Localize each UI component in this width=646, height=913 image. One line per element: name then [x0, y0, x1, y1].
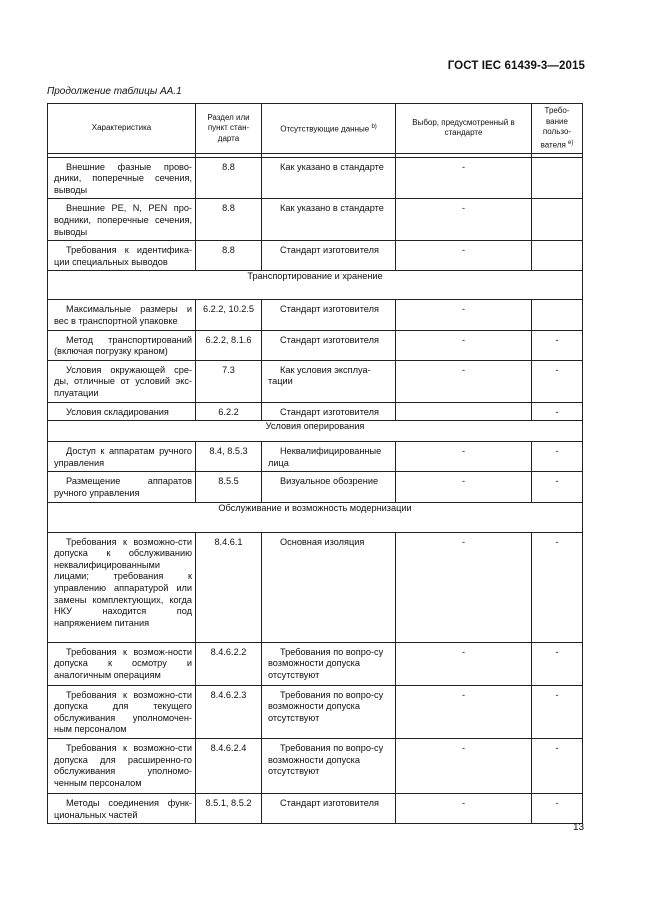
cell-characteristic: Условия складирования: [48, 402, 196, 421]
table-row: [48, 685, 583, 738]
cell-section: 6.2.2: [196, 402, 262, 421]
cell-requirement: -: [532, 330, 583, 360]
table-row: [48, 157, 583, 199]
table-row: [48, 472, 583, 502]
page-number: 13: [573, 822, 585, 833]
cell-absent-data: Стандарт изготовителя: [262, 402, 396, 421]
cell-absent-data: Требования по вопро-су возможности допуска отсутствуют: [262, 642, 396, 685]
cell-requirement: [532, 300, 583, 330]
cell-characteristic: Внешние PE, N, PEN про-водники, поперечные сечения, выводы: [48, 199, 196, 241]
cell-selection: -: [396, 199, 532, 241]
cell-section: 8.4.6.2.4: [196, 738, 262, 793]
col-header-characteristic: Характеристика: [48, 104, 196, 154]
cell-section: 8.8: [196, 241, 262, 271]
cell-selection: -: [396, 532, 532, 642]
group-header-transport: [48, 271, 583, 300]
cell-section: 8.4.6.1: [196, 532, 262, 642]
cell-absent-data: Требования по вопро-су возможности допуска отсутствуют: [262, 738, 396, 793]
cell-characteristic: Доступ к аппаратам ручного управления: [48, 442, 196, 472]
cell-characteristic: Внешние фазные прово-дники, поперечные сечения, выводы: [48, 157, 196, 199]
cell-characteristic: Максимальные размеры и вес в транспортной упаковке: [48, 300, 196, 330]
cell-absent-data: Визуальное обозрение: [262, 472, 396, 502]
cell-requirement: -: [532, 472, 583, 502]
cell-selection: [396, 402, 532, 421]
cell-section: 8.4.6.2.2: [196, 642, 262, 685]
characteristics-table: [47, 103, 583, 824]
cell-selection: -: [396, 738, 532, 793]
cell-absent-data: Как условия эксплуа-тации: [262, 360, 396, 402]
table-row: [48, 360, 583, 402]
cell-selection: -: [396, 442, 532, 472]
footnote-mark: b): [371, 123, 377, 130]
cell-selection: -: [396, 157, 532, 199]
table-row: [48, 300, 583, 330]
cell-requirement: -: [532, 793, 583, 823]
group-title: Условия оперирования: [48, 421, 583, 442]
table-row: [48, 793, 583, 823]
cell-requirement: -: [532, 532, 583, 642]
cell-requirement: -: [532, 360, 583, 402]
cell-section: 6.2.2, 8.1.6: [196, 330, 262, 360]
group-header-service: [48, 502, 583, 532]
cell-section: 8.4, 8.5.3: [196, 442, 262, 472]
cell-requirement: [532, 157, 583, 199]
cell-requirement: -: [532, 442, 583, 472]
cell-section: 8.5.1, 8.5.2: [196, 793, 262, 823]
cell-characteristic: Условия окружающей сре-ды, отличные от условий экс-плуатации: [48, 360, 196, 402]
table-row: [48, 199, 583, 241]
cell-requirement: -: [532, 642, 583, 685]
cell-selection: -: [396, 793, 532, 823]
cell-requirement: [532, 199, 583, 241]
cell-selection: -: [396, 360, 532, 402]
cell-requirement: -: [532, 738, 583, 793]
cell-absent-data: Стандарт изготовителя: [262, 241, 396, 271]
cell-absent-data: Требования по вопро-су возможности допуска отсутствуют: [262, 685, 396, 738]
col-header-selection: Выбор, предусмотренный в стандарте: [396, 104, 532, 154]
cell-absent-data: Основная изоляция: [262, 532, 396, 642]
cell-absent-data: Стандарт изготовителя: [262, 793, 396, 823]
cell-characteristic: Требования к идентифика-ции специальных выводов: [48, 241, 196, 271]
footnote-mark: e): [568, 139, 574, 146]
cell-characteristic: Требования к возмож-ности допуска к осмотру и аналогичным операциям: [48, 642, 196, 685]
cell-absent-data: Как указано в стандарте: [262, 199, 396, 241]
col-header-section: Раздел или пункт стан-дарта: [196, 104, 262, 154]
cell-selection: -: [396, 300, 532, 330]
cell-selection: -: [396, 642, 532, 685]
cell-characteristic: Методы соединения функ-циональных частей: [48, 793, 196, 823]
cell-characteristic: Требования к возможно-сти допуска для текущего обслуживания уполномочен-ным персоналом: [48, 685, 196, 738]
cell-requirement: -: [532, 402, 583, 421]
cell-characteristic: Требования к возможно-сти допуска к обслуживанию неквалифицированными лицами; требования к управлению аппаратурой или замены комплектующих, когда НКУ находится под напряжением питания: [48, 532, 196, 642]
cell-requirement: -: [532, 685, 583, 738]
group-title: Транспортирование и хранение: [48, 271, 583, 300]
cell-section: 8.8: [196, 199, 262, 241]
cell-absent-data: Неквалифицированные лица: [262, 442, 396, 472]
cell-absent-data: Как указано в стандарте: [262, 157, 396, 199]
table-row: [48, 330, 583, 360]
group-header-operation: [48, 421, 583, 442]
table-caption: Продолжение таблицы АА.1: [47, 86, 182, 97]
document-standard-header: ГОСТ IEC 61439-3—2015: [447, 60, 585, 72]
table-row: [48, 241, 583, 271]
table-header-row: [48, 104, 583, 154]
col-header-requirement: Требо-вание пользо-вателя $^{e)}$: [532, 104, 583, 154]
cell-characteristic: Требования к возможно-сти допуска для расширенно-го обслуживания уполномо-ченным персоналом: [48, 738, 196, 793]
cell-selection: -: [396, 472, 532, 502]
cell-absent-data: Стандарт изготовителя: [262, 300, 396, 330]
cell-section: 8.4.6.2.3: [196, 685, 262, 738]
cell-characteristic: Метод транспортирований (включая погрузку краном): [48, 330, 196, 360]
cell-requirement: [532, 241, 583, 271]
cell-absent-data: Стандарт изготовителя: [262, 330, 396, 360]
cell-characteristic: Размещение аппаратов ручного управления: [48, 472, 196, 502]
table-row: [48, 532, 583, 642]
table-row: [48, 642, 583, 685]
col-header-absent-data: Отсутствующие данные $^{b)}$: [262, 104, 396, 154]
group-title: Обслуживание и возможность модернизации: [48, 502, 583, 532]
cell-section: 7.3: [196, 360, 262, 402]
cell-selection: -: [396, 330, 532, 360]
cell-section: 8.8: [196, 157, 262, 199]
table-row: [48, 442, 583, 472]
cell-selection: -: [396, 241, 532, 271]
cell-section: 8.5.5: [196, 472, 262, 502]
cell-section: 6.2.2, 10.2.5: [196, 300, 262, 330]
cell-selection: -: [396, 685, 532, 738]
table-row: [48, 738, 583, 793]
table-row: [48, 402, 583, 421]
